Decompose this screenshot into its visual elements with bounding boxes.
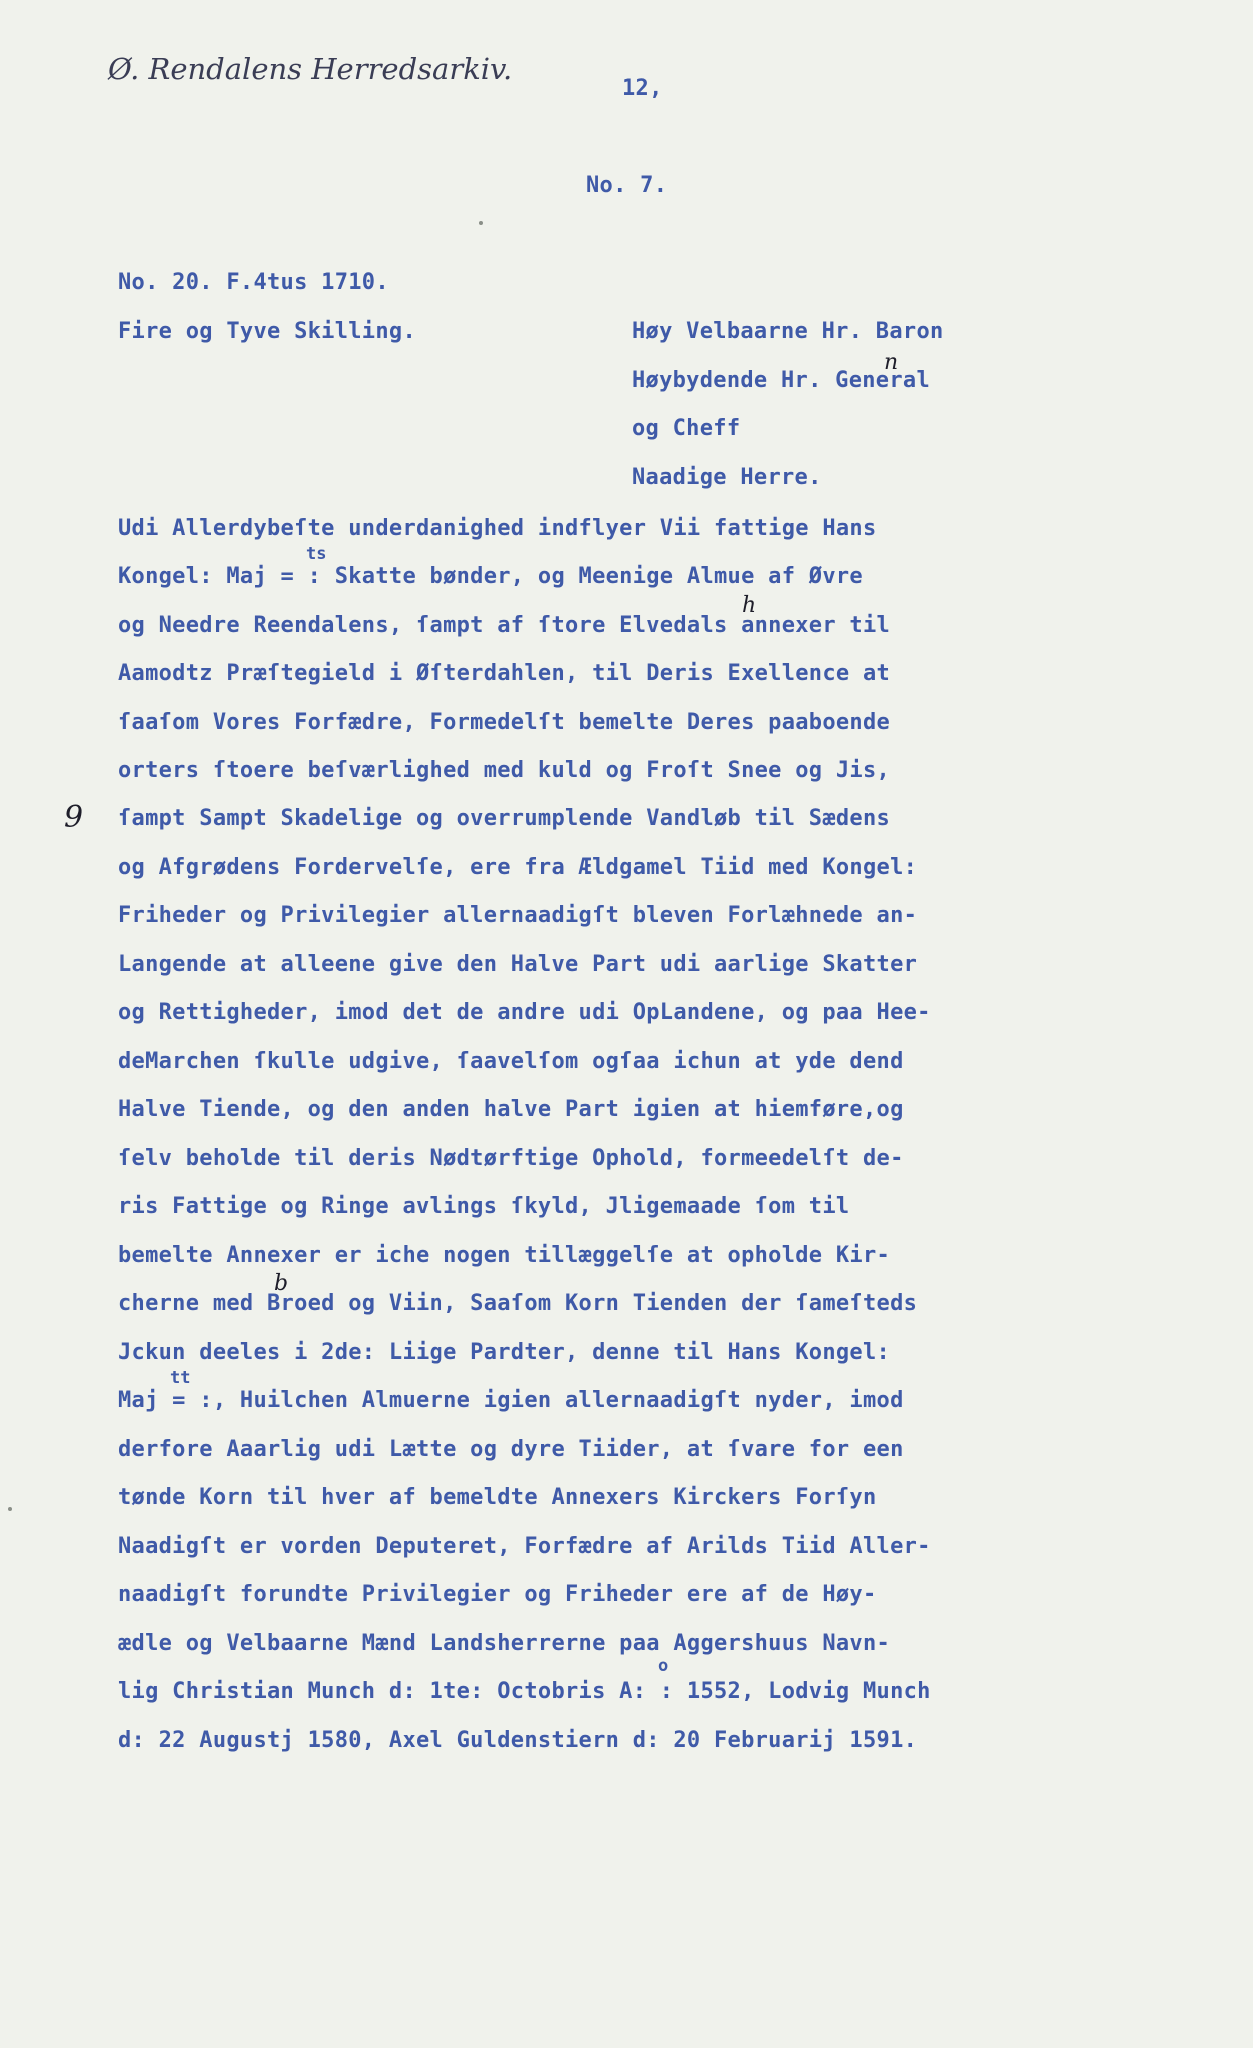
reference-line: No. 20. F.4tus 1710. (118, 270, 389, 295)
body-line: bemelte Annexer er iche nogen tillæggelſe at opholde Kir- (118, 1243, 891, 1268)
body-line: orters ſtoere beſværlighed med kuld og Froſt Snee og Jis, (118, 758, 891, 783)
body-line: lig Christian Munch d: 1te: Octobris A: : 1552, Lodvig Munch (118, 1679, 931, 1704)
body-line: Naadigſt er vorden Deputeret, Forfædre af Arilds Tiid Aller- (118, 1534, 931, 1559)
paper-speck (8, 1507, 12, 1511)
superscript-tt: tt (170, 1368, 191, 1388)
body-line: Udi Allerdybeſte underdanighed indflyer Vii fattige Hans (118, 516, 877, 541)
archive-margin-note: Ø. Rendalens Herredsarkiv. (108, 52, 513, 86)
body-line: Langende at alleene give den Halve Part udi aarlige Skatter (118, 952, 918, 977)
salutation-line: Høybydende Hr. General (632, 368, 930, 393)
document-number: No. 7. (586, 173, 668, 198)
body-line: ris Fattige og Ringe avlings ſkyld, Jligemaade ſom til (118, 1194, 850, 1219)
body-line: derfore Aaarlig udi Lætte og dyre Tiider, at ſvare for een (118, 1437, 904, 1462)
paper-speck (479, 221, 483, 225)
body-line: og Rettigheder, imod det de andre udi OpLandene, og paa Hee- (118, 1000, 931, 1025)
caret-correction-b: b (274, 1271, 289, 1296)
body-line: deMarchen ſkulle udgive, ſaavelſom ogſaa ichun at yde dend (118, 1049, 904, 1074)
body-line: d: 22 Augustj 1580, Axel Guldenstiern d: 20 Februarij 1591. (118, 1728, 918, 1753)
margin-number-nine: 9 (64, 800, 84, 835)
body-line: ſelv beholde til deris Nødtørftige Ophold, formeedelſt de- (118, 1146, 904, 1171)
body-line: og Needre Reendalens, ſampt af ſtore Elvedals annexer til (118, 613, 891, 638)
body-line: cherne med Broed og Viin, Saaſom Korn Tienden der ſameſteds (118, 1291, 918, 1316)
salutation-line: Høy Velbaarne Hr. Baron (632, 319, 944, 344)
body-line: og Afgrødens Fordervelſe, ere fra Ældgamel Tiid med Kongel: (118, 855, 918, 880)
salutation-line: og Cheff (632, 416, 741, 441)
body-line: ſaaſom Vores Forfædre, Formedelſt bemelte Deres paaboende (118, 710, 891, 735)
body-line: Friheder og Privilegier allernaadigſt bleven Forlæhnede an- (118, 903, 918, 928)
superscript-o: o (658, 1656, 669, 1676)
body-line: naadigſt forundte Privilegier og Friheder ere af de Høy- (118, 1582, 877, 1607)
body-line: Kongel: Maj = : Skatte bønder, og Meenige Almue af Øvre (118, 564, 863, 589)
body-line: Maj = :, Huilchen Almuerne igien allernaadigſt nyder, imod (118, 1388, 904, 1413)
body-line: Jckun deeles i 2de: Liige Pardter, denne til Hans Kongel: (118, 1340, 891, 1365)
body-line: ſampt Sampt Skadelige og overrumplende Vandløb til Sædens (118, 806, 891, 831)
body-line: Aamodtz Præſtegield i Øſterdahlen, til Deris Exellence at (118, 661, 891, 686)
salutation-line: Naadige Herre. (632, 465, 822, 490)
caret-correction-h: h (742, 593, 757, 618)
body-line: tønde Korn til hver af bemeldte Annexers Kirckers Forſyn (118, 1485, 877, 1510)
caret-correction-n: n (884, 350, 899, 375)
body-line: ædle og Velbaarne Mænd Landsherrerne paa Aggershuus Navn- (118, 1631, 891, 1656)
superscript-ts: ts (306, 544, 327, 564)
body-line: Halve Tiende, og den anden halve Part igien at hiemføre,og (118, 1097, 904, 1122)
page-number: 12, (622, 76, 663, 101)
fee-line: Fire og Tyve Skilling. (118, 319, 416, 344)
